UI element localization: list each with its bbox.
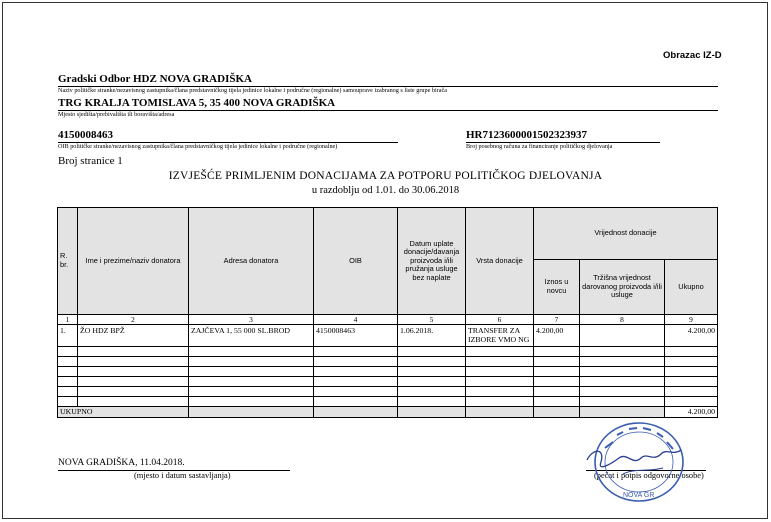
- signature-scribble: [587, 450, 681, 467]
- header-oib: OIB: [314, 208, 398, 315]
- party-address-caption: Mjesto sjedišta/prebivališta ili boravišta/adresa: [58, 111, 175, 118]
- table-row: [58, 325, 718, 347]
- place-date-caption: (mjesto i datum sastavljanja): [134, 471, 231, 480]
- empty-row: [58, 376, 718, 386]
- column-number: 2: [78, 315, 189, 325]
- header-total: Ukupno: [665, 260, 718, 315]
- form-code: Obrazac IZ-D: [663, 50, 722, 61]
- total-label: UKUPNO: [58, 406, 189, 417]
- column-number: 1: [58, 315, 78, 325]
- party-address: TRG KRALJA TOMISLAVA 5, 35 400 NOVA GRADIŠKA: [58, 97, 336, 109]
- report-period: u razdoblju od 1.01. do 30.06.2018: [311, 185, 460, 196]
- header-donor: Ime i prezime/naziv donatora: [78, 208, 189, 315]
- column-number: 8: [580, 315, 665, 325]
- total-value: 4.200,00: [665, 406, 718, 417]
- empty-row: [58, 346, 718, 356]
- header-value-group: Vrijednost donacije: [534, 208, 718, 260]
- header-cash: Iznos u novcu: [534, 260, 580, 315]
- page-number: Broj stranice 1: [58, 155, 123, 167]
- empty-row: [58, 396, 718, 406]
- cell-rbr: 1.: [58, 325, 78, 347]
- header-address: Adresa donatora: [189, 208, 314, 315]
- header-goods: Tržišna vrijednost darovanog proizvoda i/ili usluge: [580, 260, 665, 315]
- party-name-caption: Naziv političke stranke/nezavisnog zastupnika/člana predstavničkog tijela jedinice lokalne i područne (regionalne) samouprave izabranog s liste grupe birača: [58, 87, 447, 94]
- column-number: 6: [466, 315, 534, 325]
- header-type: Vrsta donacije: [466, 208, 534, 315]
- account-number-caption: Broj posebnog računa za financiranje političkog djelovanja: [466, 143, 613, 150]
- stamp-lettering: [605, 428, 673, 449]
- cell-goods: [580, 325, 665, 347]
- empty-row: [58, 356, 718, 366]
- column-number: 7: [534, 315, 580, 325]
- column-number: 3: [189, 315, 314, 325]
- place-date: NOVA GRADIŠKA, 11.04.2018.: [58, 458, 185, 468]
- official-stamp: [583, 418, 687, 504]
- total-row: [58, 406, 718, 417]
- report-title: IZVJEŠĆE PRIMLJENIM DONACIJAMA ZA POTPORU POLITIČKOG DJELOVANJA: [168, 170, 603, 182]
- header-date: Datum uplate donacije/davanja proizvoda i/ili pružanja usluge bez naplate: [398, 208, 466, 315]
- cell-cash: 4.200,00: [534, 325, 580, 347]
- stamp-outer-ring: [595, 423, 683, 501]
- party-name: Gradski Odbor HDZ NOVA GRADIŠKA: [58, 73, 252, 85]
- party-oib: 4150008463: [58, 129, 113, 141]
- empty-row: [58, 366, 718, 376]
- cell-type: TRANSFER ZA IZBORE VMO NG: [466, 325, 534, 347]
- empty-row: [58, 386, 718, 396]
- column-number: 4: [314, 315, 398, 325]
- cell-oib: 4150008463: [314, 325, 398, 347]
- signature-caption: (pečat i potpis odgovorne osobe): [594, 471, 704, 480]
- column-number: 9: [665, 315, 718, 325]
- stamp-inner-ring: [605, 432, 673, 492]
- column-number: 5: [398, 315, 466, 325]
- signature-stroke: [623, 468, 663, 474]
- donations-table: [57, 207, 718, 418]
- account-number: HR7123600001502323937: [466, 129, 587, 141]
- stamp-text: NOVA GR: [623, 492, 655, 499]
- cell-total: 4.200,00: [665, 325, 718, 347]
- cell-address: ZAJČEVA 1, 55 000 SL.BROD: [189, 325, 314, 347]
- party-oib-caption: OIB političke stranke/nezavisnog zastupnika/člana predstavničkog tijela jedinice lokalne i područne (regionalne): [58, 143, 338, 150]
- cell-donor: ŽO HDZ BPŽ: [78, 325, 189, 347]
- cell-date: 1.06.2018.: [398, 325, 466, 347]
- header-rbr: R. br.: [58, 208, 78, 315]
